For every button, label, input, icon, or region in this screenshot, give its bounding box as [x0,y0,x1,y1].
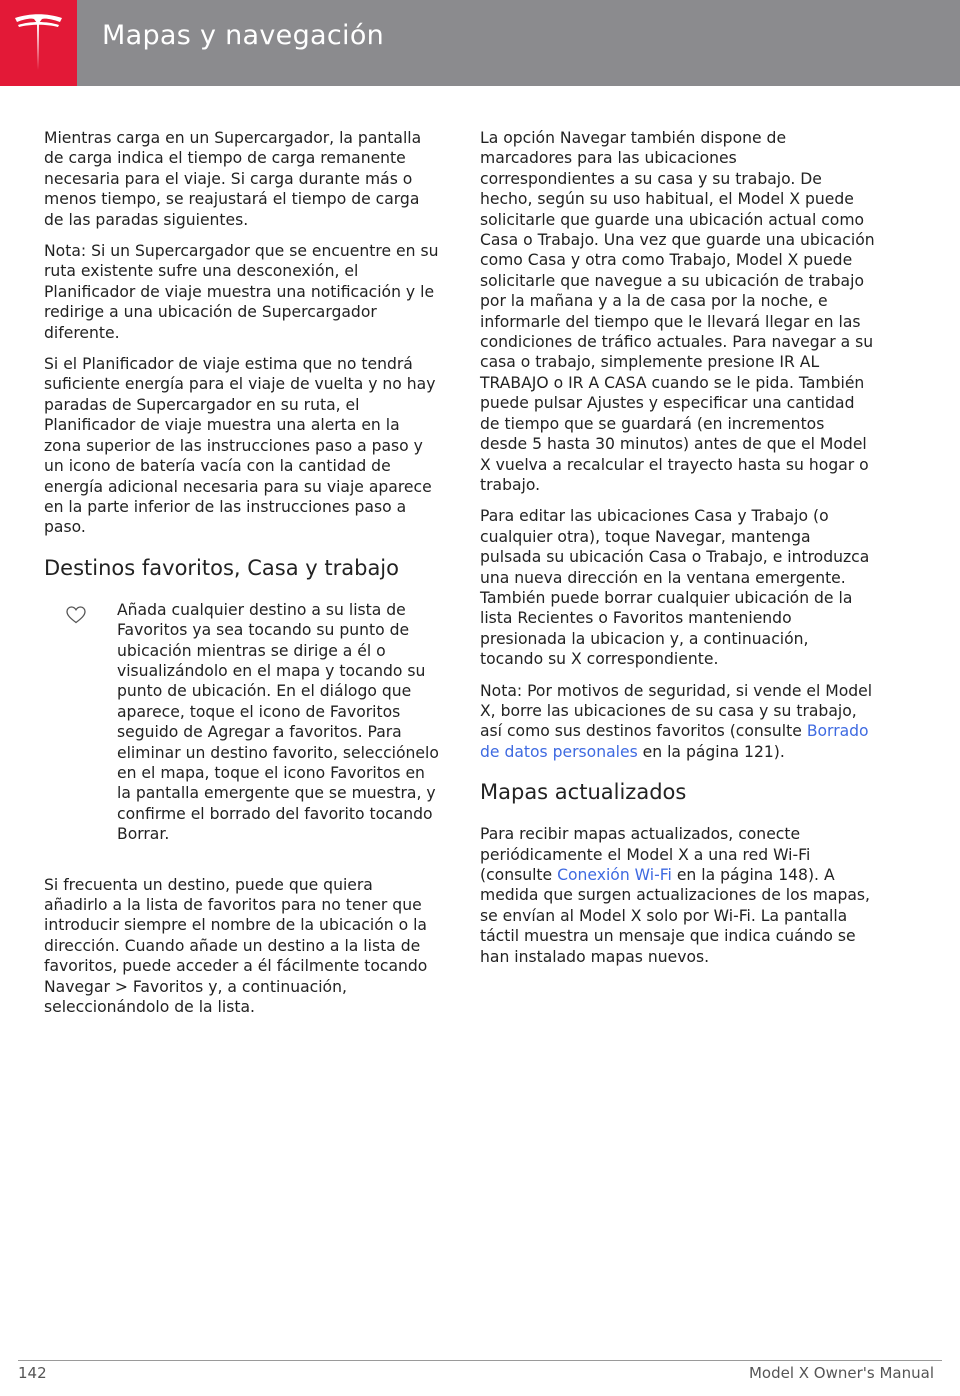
right-column [480,128,875,978]
favorites-block [44,600,439,845]
heart-icon [66,606,86,628]
tesla-logo-icon [12,14,65,71]
heading-favorites: Destinos favoritos, Casa y trabajo [44,555,399,580]
left-column [44,128,439,1028]
favorites-instructions: Añada cualquier destino a su lista de Favoritos ya sea tocando su punto de ubicación mientras se dirige a él o visualizándolo en el mapa y tocando su punto de ubicación. En el diálogo que aparece, toque el icono de Favoritos seguido de Agregar a favoritos. Para eliminar un destino favorito, selecciónelo en el mapa, toque el icono Favoritos en la pantalla emergente que se muestra, y confirme el borrado del favorito tocando Borrar. [117,600,439,844]
maps-text-1: Para recibir mapas actualizados, conecte periódicamente el Model X a una red Wi-Fi (consulte [480,825,811,884]
paragraph-favorites-access: Si frecuenta un destino, puede que quiera añadirlo a la lista de favoritos para no tener que introducir siempre el nombre de la ubicación o la dirección. Cuando añade un destino a la lista de favoritos, puede acceder a él fácilmente tocando Navegar > Favoritos y, a continuación, seleccionándolo de la lista. [44,875,428,1017]
paragraph-maps-updates [480,824,875,967]
note-security [480,681,875,763]
page-header [0,0,960,86]
link-personal-data-reset[interactable]: Borrado de datos personales [480,722,869,761]
tesla-logo [0,0,77,86]
paragraph-trip-planner-energy: Si el Planificador de viaje estima que no tendrá suficiente energía para el viaje de vuelta y no hay paradas de Supercargador en su ruta, el Planificador de viaje muestra una alerta en la zona superior de las instrucciones paso a paso y un icono de batería vacía con la cantidad de energía adicional necesaria para su viaje aparece en la parte inferior de las instrucciones paso a paso. [44,355,436,537]
paragraph-supercharger-time: Mientras carga en un Supercargador, la pantalla de carga indica el tiempo de carga remanente necesaria para el viaje. Si carga durante más o menos tiempo, se reajustará el tiempo de carga de las paradas siguientes. [44,129,422,229]
note-security-text-2: en la página 121). [637,742,785,761]
link-wifi-connection[interactable]: Conexión Wi-Fi [557,866,672,884]
maps-text-2: en la página 148). A medida que surgen actualizaciones de los mapas, se envían al Model X solo por Wi-Fi. La pantalla táctil muestra un mensaje que indica cuándo se han instalado mapas nuevos. [480,866,871,966]
paragraph-home-work: La opción Navegar también dispone de marcadores para las ubicaciones correspondientes a su casa y su trabajo. De hecho, según su uso habitual, el Model X puede solicitarle que guarde una ubicación actual como Casa o Trabajo. Una vez que guarde una ubicación como Casa y otra como Trabajo, Model X puede solicitarle que navegue a su ubicación de trabajo por la mañana y a la de casa por la noche, e informarle del tiempo que le llevará llegar en las condiciones de tráfico actuales. Para navegar a su casa o trabajo, simplemente presione IR AL TRABAJO o IR A CASA cuando se le pida. También puede pulsar Ajustes y especificar una cantidad de tiempo que se guardará (en incrementos desde 5 hasta 30 minutos) antes de que el Model X vuelva a recalcular el trayecto hasta su hogar o trabajo. [480,129,875,494]
page-title: Mapas y navegación [102,20,385,51]
heading-maps-updates: Mapas actualizados [480,780,687,805]
note-supercharger-disconnect: Nota: Si un Supercargador que se encuentre en su ruta existente sufre una desconexión, el Planificador de viaje muestra una notificación y le redirige a una ubicación de Supercargador diferente. [44,242,439,342]
footer-manual-title: Model X Owner's Manual [748,1364,934,1382]
paragraph-edit-locations: Para editar las ubicaciones Casa y Trabajo (o cualquier otra), toque Navegar, mantenga pulsada su ubicación Casa o Trabajo, e introduzca una nueva dirección en la ventana emergente. También puede borrar cualquier ubicación de la lista Recientes o Favoritos manteniendo presionada la ubicacion y, a continuación, tocando su X correspondiente. [480,507,870,669]
footer-page-number: 142 [18,1364,47,1382]
note-security-text-1: Nota: Por motivos de seguridad, si vende el Model X, borre las ubicaciones de su casa y su trabajo, así como sus destinos favoritos (consulte [480,681,873,741]
footer-divider [18,1360,942,1361]
